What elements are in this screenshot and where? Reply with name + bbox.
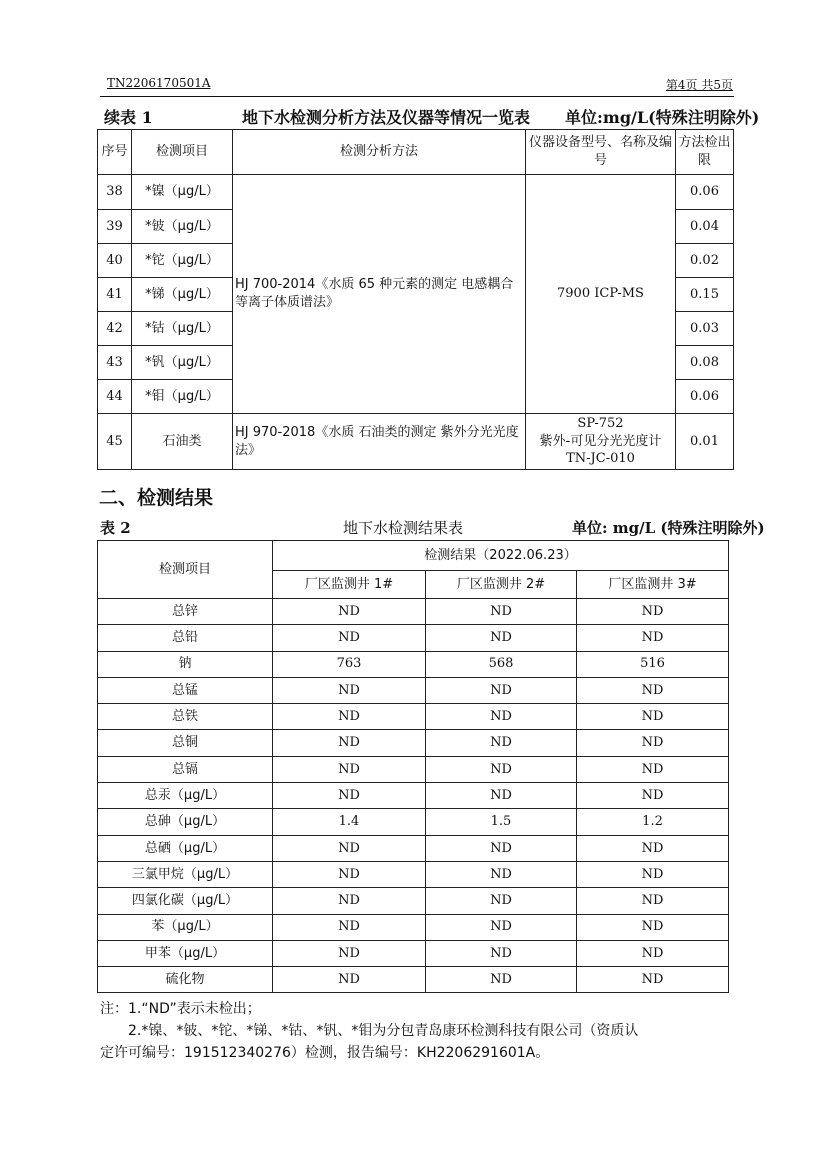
result-value-well-1: ND [273, 914, 426, 940]
row-limit: 0.06 [676, 380, 734, 414]
result-value-well-1: ND [273, 625, 426, 651]
result-value-well-3: ND [577, 835, 729, 861]
row-limit: 0.02 [676, 244, 734, 278]
result-item: 总锰 [98, 677, 273, 703]
table-row [98, 704, 729, 730]
table-row [98, 888, 729, 914]
table2-caption-label: 表 2 [100, 519, 131, 537]
result-value-well-3: ND [577, 888, 729, 914]
result-value-well-1: ND [273, 704, 426, 730]
row-no: 42 [98, 312, 132, 346]
header-well-2: 厂区监测井 2# [426, 571, 577, 599]
result-value-well-3: ND [577, 599, 729, 625]
header-item: 检测项目 [132, 130, 233, 175]
table-row [98, 625, 729, 651]
result-item: 苯（μg/L） [98, 914, 273, 940]
result-item: 三氯甲烷（μg/L） [98, 861, 273, 887]
row-no: 44 [98, 380, 132, 414]
table-row [98, 967, 729, 993]
result-item: 总铁 [98, 704, 273, 730]
page-indicator: 第4页 共5页 [665, 78, 733, 92]
header-instrument: 仪器设备型号、名称及编号 [526, 130, 676, 175]
result-value-well-2: ND [426, 861, 577, 887]
group-instrument: 7900 ICP-MS [526, 175, 676, 414]
row-method: HJ 970-2018《水质 石油类的测定 紫外分光光度法》 [233, 414, 526, 470]
result-value-well-3: ND [577, 914, 729, 940]
row-limit: 0.03 [676, 312, 734, 346]
row-item: *镍（μg/L） [132, 175, 233, 210]
result-value-well-3: ND [577, 730, 729, 756]
result-value-well-1: 763 [273, 651, 426, 677]
row-no: 45 [98, 414, 132, 470]
header-well-1: 厂区监测井 1# [273, 571, 426, 599]
results-table [97, 540, 729, 993]
result-value-well-1: 1.4 [273, 809, 426, 835]
row-limit: 0.04 [676, 210, 734, 244]
row-no: 39 [98, 210, 132, 244]
result-item: 四氯化碳（μg/L） [98, 888, 273, 914]
result-value-well-2: ND [426, 835, 577, 861]
result-item: 总镉 [98, 756, 273, 782]
table-header-row [98, 541, 729, 571]
method-table [97, 129, 734, 470]
result-item: 总铜 [98, 730, 273, 756]
result-value-well-3: 516 [577, 651, 729, 677]
row-no: 41 [98, 278, 132, 312]
row-item: *钴（μg/L） [132, 312, 233, 346]
row-item: 石油类 [132, 414, 233, 470]
row-item: *铊（μg/L） [132, 244, 233, 278]
result-value-well-2: ND [426, 599, 577, 625]
result-item: 总铅 [98, 625, 273, 651]
notes [100, 998, 740, 1064]
row-limit: 0.06 [676, 175, 734, 210]
table-row [98, 677, 729, 703]
table-header-row [98, 130, 734, 175]
row-limit: 0.15 [676, 278, 734, 312]
result-item: 硫化物 [98, 967, 273, 993]
note-line-3: 定许可编号：191512340276）检测，报告编号：KH2206291601A。 [100, 1045, 550, 1061]
header-item: 检测项目 [98, 541, 273, 599]
result-value-well-3: 1.2 [577, 809, 729, 835]
header-limit: 方法检出限 [676, 130, 734, 175]
header-well-3: 厂区监测井 3# [577, 571, 729, 599]
table-row [98, 783, 729, 809]
result-value-well-1: ND [273, 677, 426, 703]
result-value-well-1: ND [273, 835, 426, 861]
result-value-well-2: ND [426, 783, 577, 809]
result-value-well-3: ND [577, 783, 729, 809]
result-value-well-2: ND [426, 888, 577, 914]
table2-title: 地下水检测结果表 [343, 519, 464, 537]
result-value-well-2: ND [426, 677, 577, 703]
result-value-well-2: ND [426, 730, 577, 756]
table1-title: 地下水检测分析方法及仪器等情况一览表 [242, 108, 531, 127]
table-row [98, 414, 734, 470]
result-value-well-2: ND [426, 756, 577, 782]
note-line-1: 注：1.“ND”表示未检出； [100, 1001, 261, 1017]
table1-unit: 单位:mg/L(特殊注明除外) [565, 108, 760, 127]
table1-caption-label: 续表 1 [104, 108, 153, 127]
table-row [98, 835, 729, 861]
result-value-well-3: ND [577, 625, 729, 651]
instrument-model: SP-752 [577, 416, 624, 432]
row-item: *钒（μg/L） [132, 346, 233, 380]
result-value-well-3: ND [577, 967, 729, 993]
result-value-well-3: ND [577, 861, 729, 887]
result-value-well-3: ND [577, 704, 729, 730]
result-value-well-1: ND [273, 861, 426, 887]
table-row [98, 730, 729, 756]
result-value-well-1: ND [273, 599, 426, 625]
result-value-well-2: ND [426, 940, 577, 966]
table-row [98, 756, 729, 782]
result-item: 总砷（μg/L） [98, 809, 273, 835]
result-value-well-1: ND [273, 940, 426, 966]
result-item: 总锌 [98, 599, 273, 625]
group-method: HJ 700-2014《水质 65 种元素的测定 电感耦合等离子体质谱法》 [233, 175, 526, 414]
result-value-well-3: ND [577, 940, 729, 966]
result-value-well-2: 568 [426, 651, 577, 677]
row-no: 38 [98, 175, 132, 210]
row-item: *钼（μg/L） [132, 380, 233, 414]
row-no: 43 [98, 346, 132, 380]
header-rule [100, 96, 734, 97]
table-row [98, 940, 729, 966]
table-row [98, 809, 729, 835]
result-value-well-1: ND [273, 967, 426, 993]
result-value-well-1: ND [273, 756, 426, 782]
instrument-code: TN-JC-010 [566, 451, 635, 467]
header-result: 检测结果（2022.06.23） [273, 541, 729, 571]
result-item: 甲苯（μg/L） [98, 940, 273, 966]
header-no: 序号 [98, 130, 132, 175]
row-instrument [526, 414, 676, 470]
row-item: *锑（μg/L） [132, 278, 233, 312]
table-row [98, 914, 729, 940]
result-value-well-1: ND [273, 783, 426, 809]
result-item: 钠 [98, 651, 273, 677]
result-value-well-3: ND [577, 677, 729, 703]
table-row [98, 861, 729, 887]
table-row [98, 651, 729, 677]
table2-unit: 单位: mg/L (特殊注明除外) [572, 519, 765, 537]
header-method: 检测分析方法 [233, 130, 526, 175]
section-title: 二、检测结果 [99, 487, 214, 509]
result-value-well-2: ND [426, 914, 577, 940]
result-value-well-2: ND [426, 967, 577, 993]
table-row [98, 599, 729, 625]
note-line-2: 2.*镍、*铍、*铊、*锑、*钴、*钒、*钼为分包青岛康环检测科技有限公司（资质认 [100, 1023, 639, 1039]
result-value-well-1: ND [273, 888, 426, 914]
result-value-well-2: ND [426, 625, 577, 651]
row-item: *铍（μg/L） [132, 210, 233, 244]
result-value-well-1: ND [273, 730, 426, 756]
table-row [98, 175, 734, 210]
result-value-well-2: 1.5 [426, 809, 577, 835]
row-limit: 0.08 [676, 346, 734, 380]
result-item: 总硒（μg/L） [98, 835, 273, 861]
row-no: 40 [98, 244, 132, 278]
instrument-name: 紫外-可见分光光度计 [539, 433, 662, 449]
result-value-well-2: ND [426, 704, 577, 730]
result-item: 总汞（μg/L） [98, 783, 273, 809]
row-limit: 0.01 [676, 414, 734, 470]
result-value-well-3: ND [577, 756, 729, 782]
report-number: TN2206170501A [107, 76, 211, 90]
